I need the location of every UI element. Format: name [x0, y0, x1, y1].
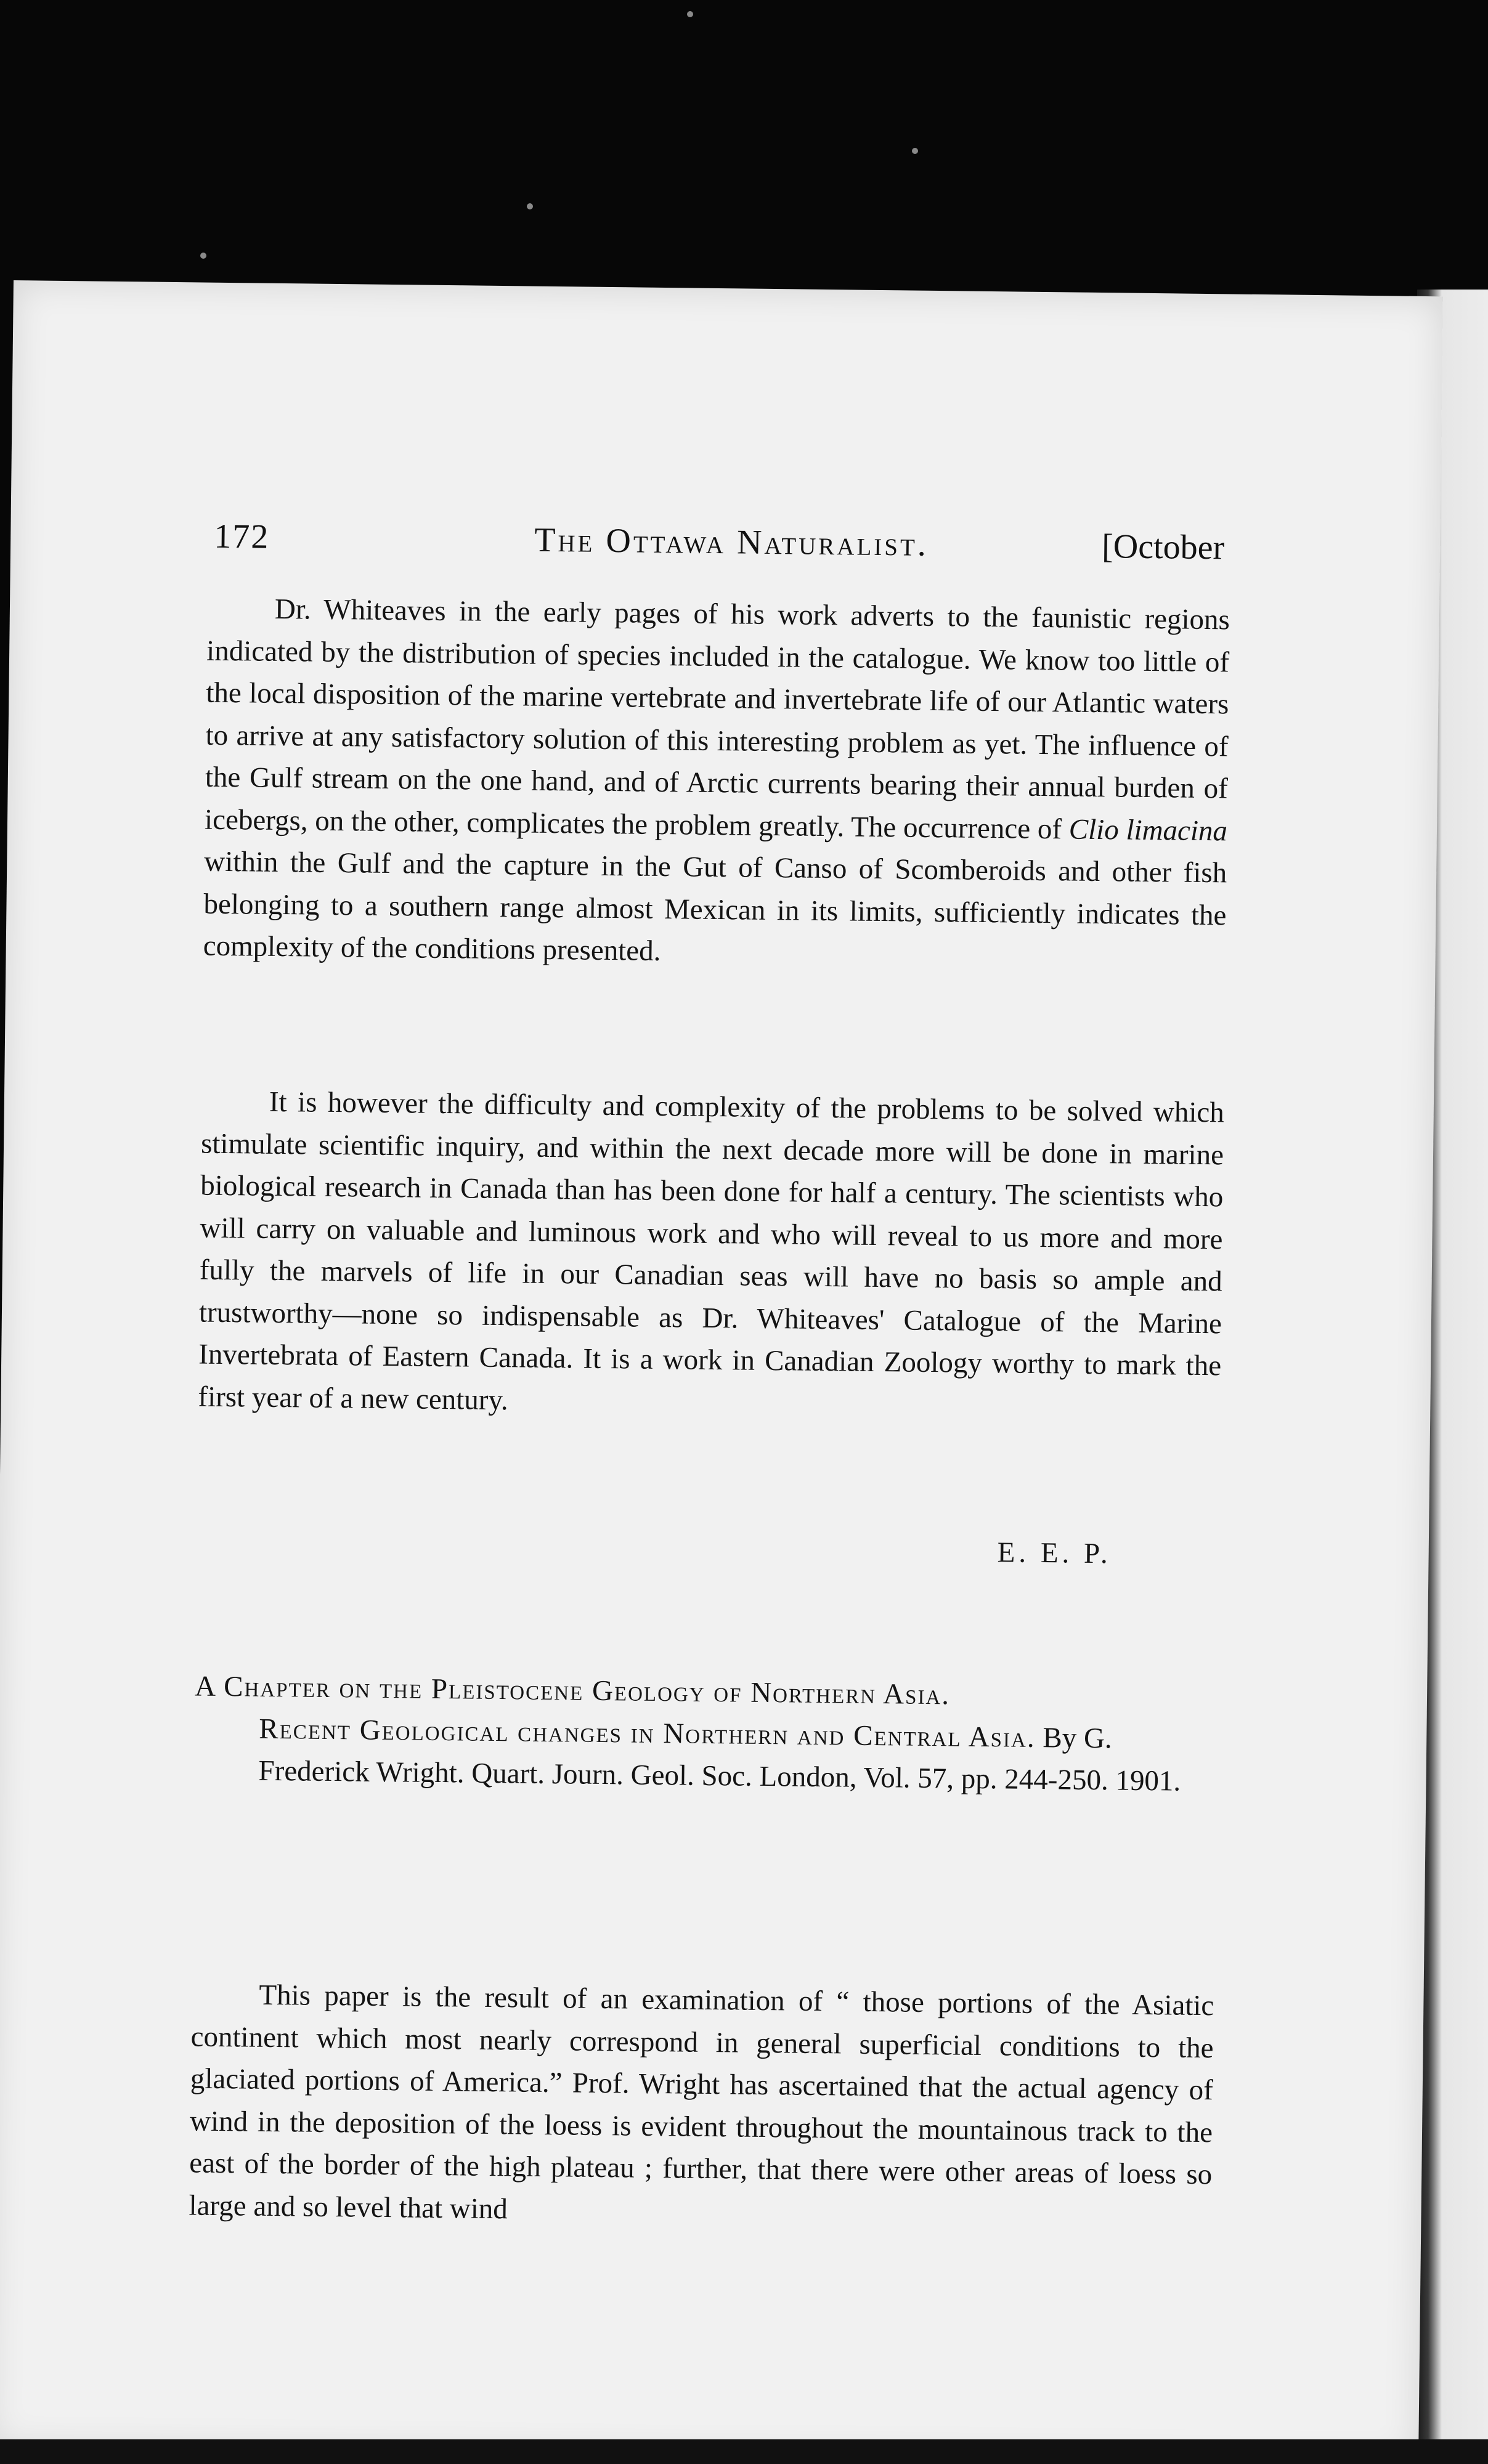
- species-name: Clio limacina: [1068, 813, 1228, 847]
- review-subtitle: Recent Geological changes in Northern and Central Asia.: [259, 1712, 1036, 1754]
- review-citation: By G. Frederick Wright. Quart. Journ. Geol. Soc. London, Vol. 57, pp. 244-250. 1901.: [258, 1721, 1181, 1797]
- issue-month: [October: [1101, 527, 1225, 567]
- page-number: 172: [213, 517, 270, 556]
- review-subtitle-block: [193, 1707, 1217, 1802]
- dust-speck: [200, 253, 206, 259]
- paragraph-scientific-inquiry: It is however the difficulty and complexity of the problems to be solved which stimulate scientific inquiry, and within the next decade more will be done in marine biological research in Canada than has been done for half a century. The scientists who will carry on valuable and luminous work and who will reveal to us more and more fully the marvels of life in our Canadian seas will have no basis so ample and trustworthy—none so indispensable as Dr. Whiteaves' Catalogue of the Marine Invertebrata of Eastern Canada. It is a work in Canadian Zoology worthy to mark the first year of a new century.: [198, 1085, 1225, 1416]
- author-initials: E. E. P.: [997, 1536, 1112, 1570]
- paragraph-review-body: This paper is the result of an examination of “ those portions of the Asiatic continent which most nearly correspond in general superficial conditions to the glaciated portions of America.” Prof. Wright has ascertained that the actual agency of wind in the deposition of the loess is evident throughout the mountainous track to the east of the border of the high plateau ; further, that there were other areas of loess so large and so level that wind: [189, 1979, 1214, 2225]
- paragraph-text: within the Gulf and the capture in the Gut of Canso of Scomberoids and other fish belonging to a southern range almost Mexican in its limits, sufficiently indicates the complexity of the conditions presented.: [203, 845, 1227, 967]
- book-page: [0, 280, 1443, 2464]
- running-header: [214, 517, 1225, 572]
- dust-speck: [912, 148, 918, 154]
- dust-speck: [527, 203, 533, 209]
- review-title: A Chapter on the Pleistocene Geology of Northern Asia.: [194, 1670, 951, 1711]
- dust-speck: [687, 11, 693, 17]
- paragraph-faunistic-regions: [203, 588, 1230, 979]
- paragraph-text: Dr. Whiteaves in the early pages of his work adverts to the faunistic regions indicated by the distribution of species included in the catalogue. We know too little of the local disposition of the marine vertebrate and invertebrate life of our Atlantic waters to arrive at any satisfactory solution of this interesting problem as yet. The influence of the Gulf stream on the one hand, and of Arctic currents bearing their annual burden of icebergs, on the other, complicates the problem greatly. The occurrence of: [204, 593, 1230, 845]
- review-heading: [193, 1665, 1218, 1802]
- journal-title: The Ottawa Naturalist.: [534, 521, 929, 564]
- scan-bottom-edge: [0, 2439, 1488, 2464]
